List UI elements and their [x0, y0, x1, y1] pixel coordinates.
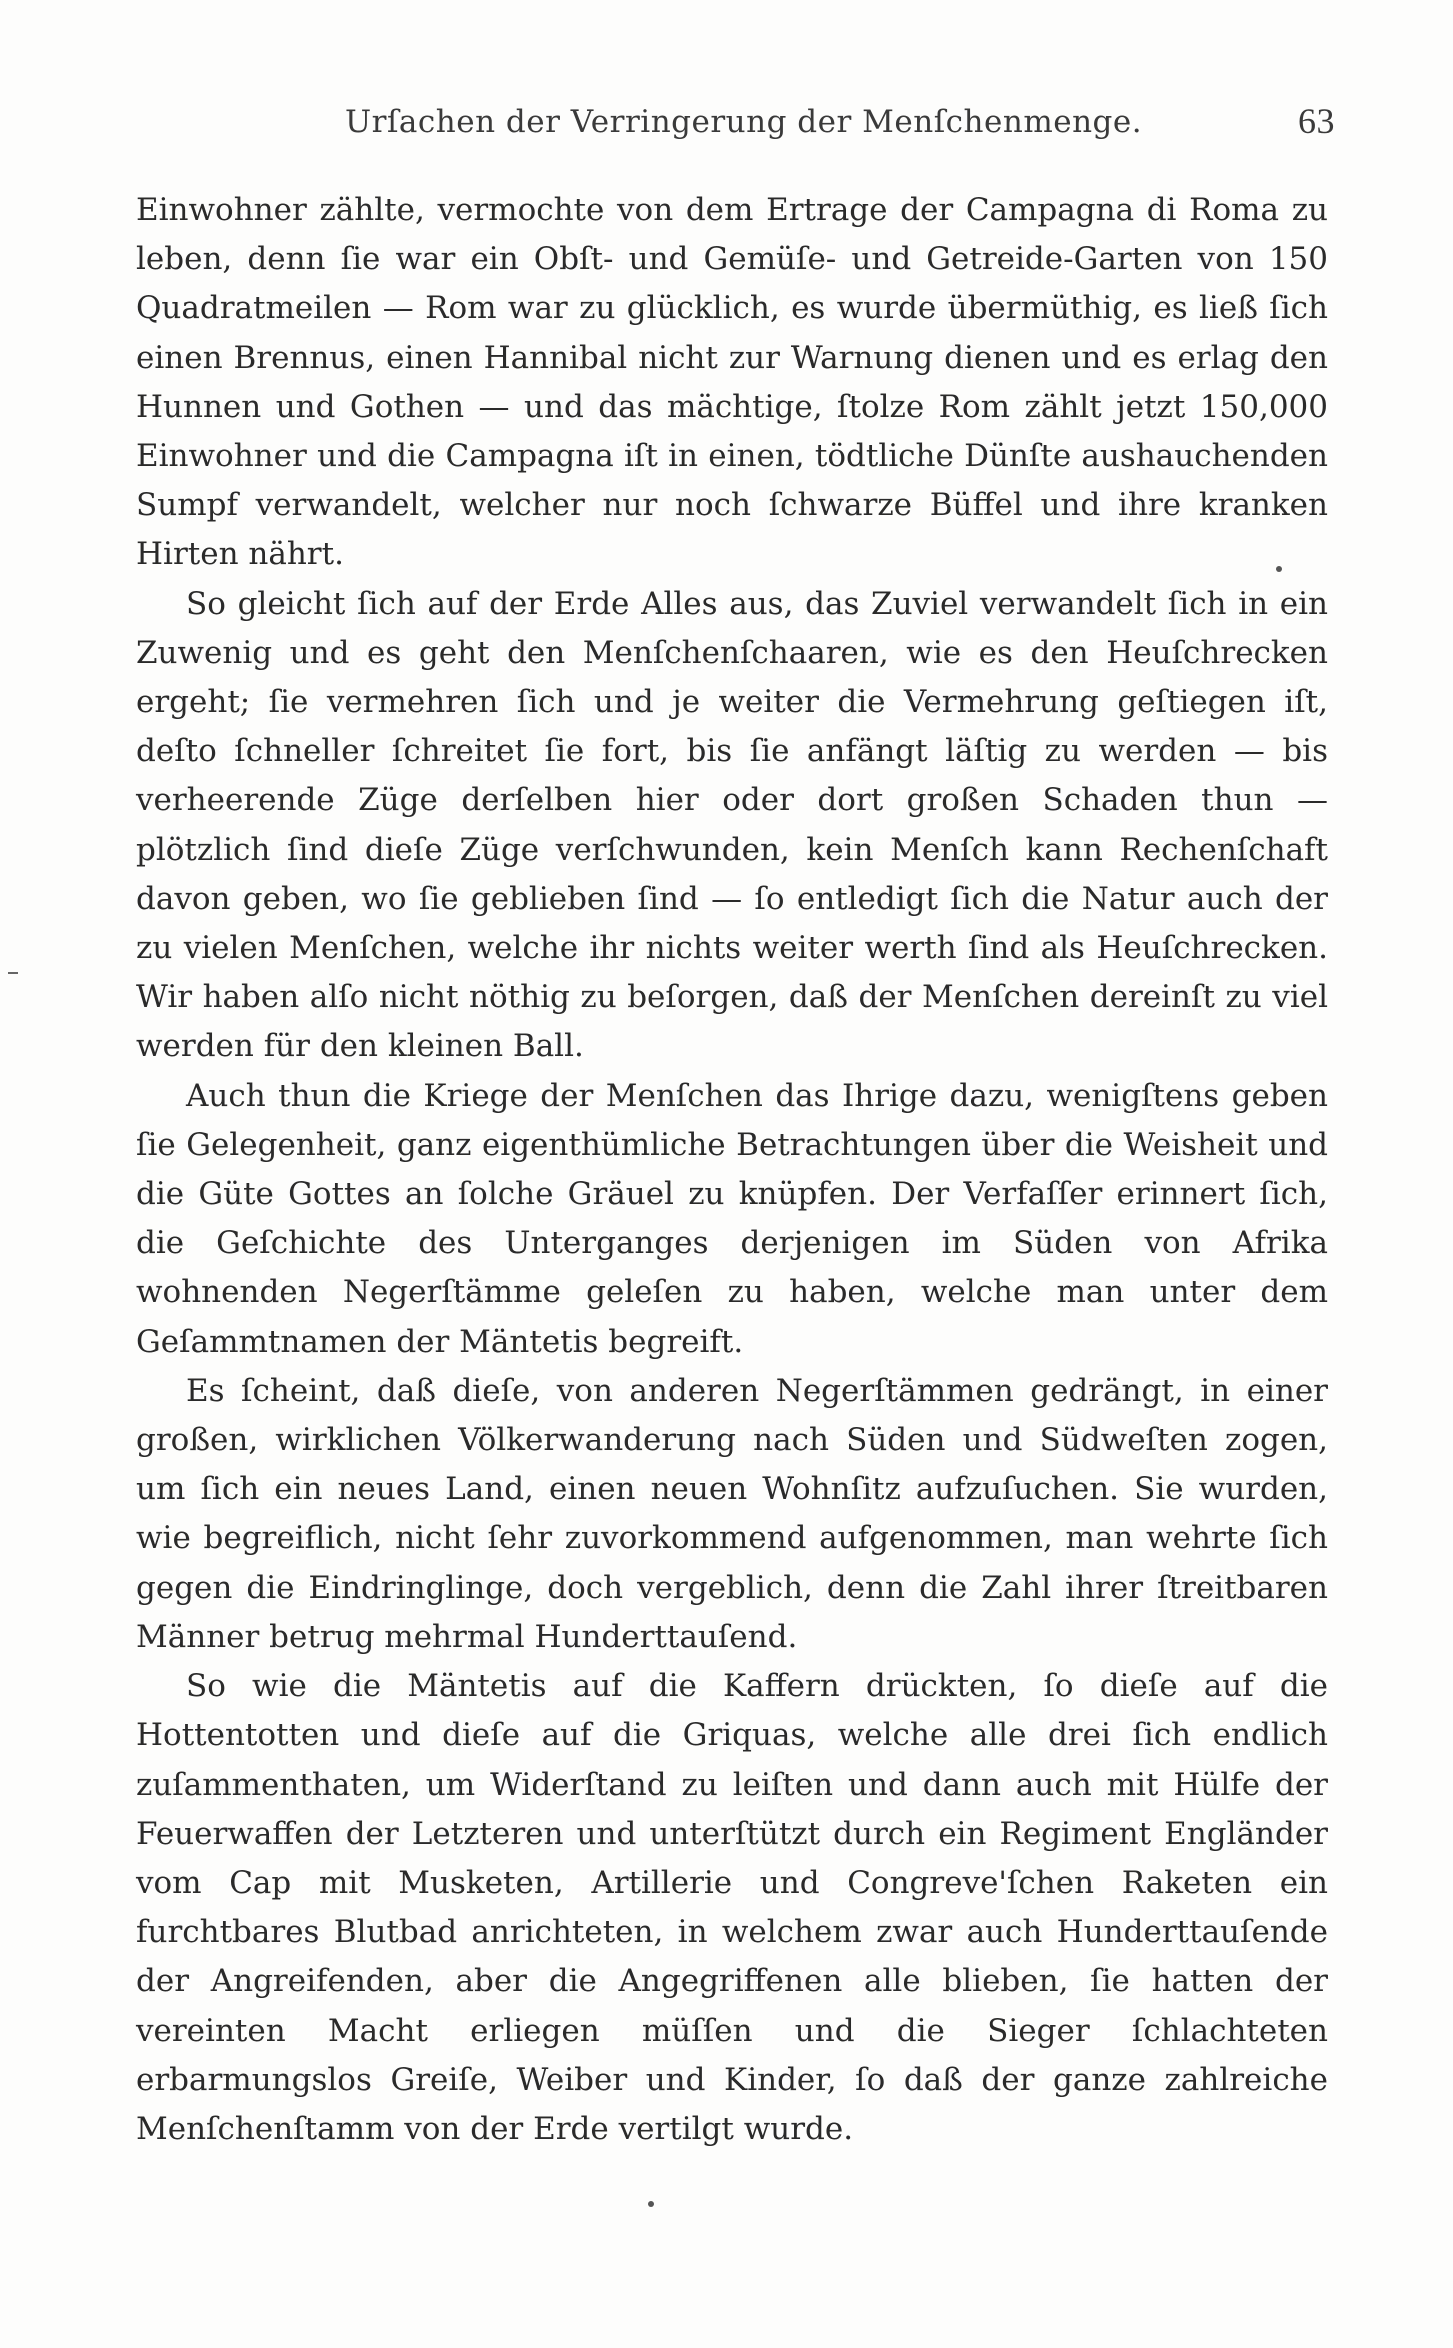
body-text [136, 186, 1328, 2154]
paragraph-continuation: Einwohner zählte, vermochte von dem Ertrage der Campagna di Roma zu leben, denn ſie war ein Obſt- und Gemüſe- und Getreide-Garten von 150 Quadratmeilen — Rom war zu glücklich, es wurde übermüthig, es ließ ſich einen Brennus, einen Hannibal nicht zur Warnung dienen und es erlag den Hunnen und Gothen — und das mächtige, ſtolze Rom zählt jetzt 150,000 Einwohner und die Campagna iſt in einen, tödtliche Dünſte aushauchenden Sumpf verwandelt, welcher nur noch ſchwarze Büffel und ihre kranken Hirten nährt. [136, 192, 1328, 573]
running-head [345, 101, 1335, 144]
paragraph: Auch thun die Kriege der Menſchen das Ihrige dazu, wenigſtens geben ſie Gelegenheit, ganz eigenthümliche Betrachtungen über die Weisheit und die Güte Gottes an ſolche Gräuel zu knüpfen. Der Verfaſſer erinnert ſich, die Geſchichte des Unterganges derjenigen im Süden von Afrika wohnenden Negerſtämme geleſen zu haben, welche man unter dem Geſammtnamen der Mäntetis begreift. [136, 1077, 1328, 1360]
margin-mark [8, 972, 18, 974]
page-number: 63 [1298, 101, 1335, 141]
ink-speck [1276, 566, 1282, 572]
paragraph: Es ſcheint, daß dieſe, von anderen Negerſtämmen gedrängt, in einer großen, wirklichen Völkerwanderung nach Süden und Südweſten zogen, um ſich ein neues Land, einen neuen Wohnſitz aufzuſuchen. Sie wurden, wie begreiflich, nicht ſehr zuvorkommend aufgenommen, man wehrte ſich gegen die Eindringlinge, doch vergeblich, denn die Zahl ihrer ſtreitbaren Männer betrug mehrmal Hunderttauſend. [136, 1372, 1328, 1655]
ink-speck [648, 2201, 654, 2207]
running-title: Urſachen der Verringerung der Menſchenmenge. [345, 104, 1143, 140]
paragraph: So gleicht ſich auf der Erde Alles aus, das Zuviel verwandelt ſich in ein Zuwenig und es geht den Menſchenſchaaren, wie es den Heuſchrecken ergeht; ſie vermehren ſich und je weiter die Vermehrung geſtiegen iſt, deſto ſchneller ſchreitet ſie fort, bis ſie anfängt läſtig zu werden — bis verheerende Züge derſelben hier oder dort großen Schaden thun — plötzlich ſind dieſe Züge verſchwunden, kein Menſch kann Rechenſchaft davon geben, wo ſie geblieben ſind — ſo entledigt ſich die Natur auch der zu vielen Menſchen, welche ihr nichts weiter werth ſind als Heuſchrecken. Wir haben alſo nicht nöthig zu beſorgen, daß der Menſchen dereinſt zu viel werden für den kleinen Ball. [136, 585, 1328, 1065]
paragraph: So wie die Mäntetis auf die Kaffern drückten, ſo dieſe auf die Hottentotten und dieſe auf die Griquas, welche alle drei ſich endlich zuſammenthaten, um Widerſtand zu leiſten und dann auch mit Hülfe der Feuerwaffen der Letzteren und unterſtützt durch ein Regiment Engländer vom Cap mit Musketen, Artillerie und Congreve'ſchen Raketen ein furchtbares Blutbad anrichteten, in welchem zwar auch Hunderttauſende der Angreifenden, aber die Angegriffenen alle blieben, ſie hatten der vereinten Macht erliegen müſſen und die Sieger ſchlachteten erbarmungslos Greiſe, Weiber und Kinder, ſo daß der ganze zahlreiche Menſchenſtamm von der Erde vertilgt wurde. [136, 1668, 1328, 2147]
